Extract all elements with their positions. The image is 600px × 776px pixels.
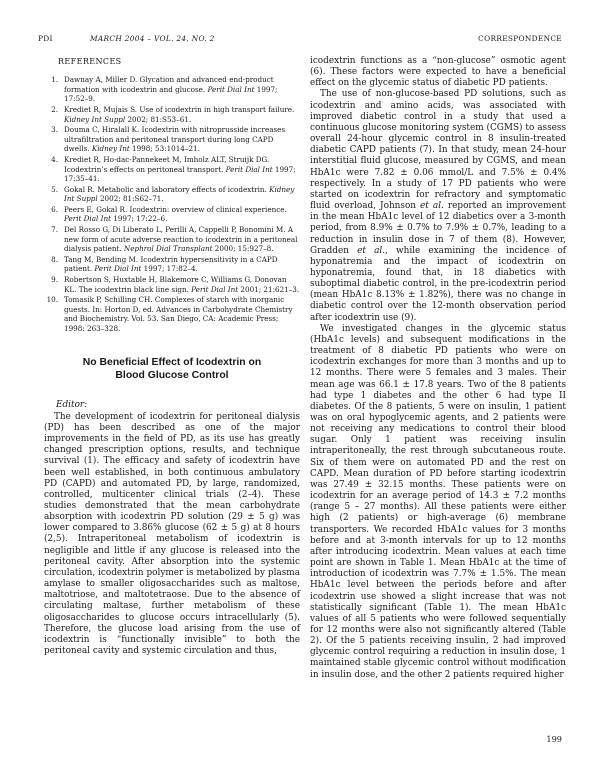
body-paragraph: The use of non-glucose-based PD solutions, such as icodextrin and amino acids, was associated with improved diabetic control in a study that used a continuous glucose monitoring system (CGMS) to assess overall 24-hour glycemic control in 8 insulin-treated diabetic CAPD patients (7). In that study, mean 24-hour interstitial fluid glucose, measured by CGMS, and mean HbA1c were 7.82 ± 0.06 mmol/L and 7.5% ± 0.4% respectively. In a study of 17 PD patients who were started on icodextrin for refractory and symptomatic fluid overload, Johnson et al. reported an improvement in the mean HbA1c level of 12 diabetics over a 3-month period, from 8.9% ± 0.7% to 7.9% ± 0.7%, leading to a reduction in insulin dose in 7 of them (8). However, Gradden et al., while examining the incidence of hyponatremia and the impact of icodextrin on hyponatremia, found that, in 18 diabetics with suboptimal diabetic control, in the pre-icodextrin period (mean HbA1c 8.13% ± 1.82%), there was no change in diabetic control over the 12-month observation period after icodextrin use (9).: [310, 89, 566, 323]
reference-item: 9. Robertson S, Huxtable H, Blakemore C, Williams G, Donovan KL. The icodextrin black line sign. Perit Dial Int 2001; 21:621–3.: [51, 275, 300, 294]
reference-item: 2. Krediet R, Mujais S. Use of icodextrin in high transport failure. Kidney Int Suppl 2002; 81:S53–61.: [51, 104, 295, 124]
right-column: [310, 56, 566, 681]
references-heading: REFERENCES: [58, 57, 122, 66]
reference-item: 8. Tang M, Bending M. Icodextrin hypersensitivity in a CAPD patient. Perit Dial Int 1997; 17:82–4.: [51, 254, 278, 274]
reference-item: 6. Peers E, Gokal R. Icodextrin: overview of clinical experience. Perit Dial Int 1997; 17:22–6.: [51, 204, 287, 224]
reference-item: 5. Gokal R. Metabolic and laboratory effects of icodextrin. Kidney Int Suppl 2002; 81:S62–71.: [51, 184, 295, 204]
body-paragraph: The development of icodextrin for peritoneal dialysis (PD) has been described as one of the major improvements in the field of PD, as its use has greatly changed prescription options, results, and technique survival (1). The efficacy and safety of icodextrin have been well established, in both continuous ambulatory PD (CAPD) and automated PD, by large, randomized, controlled, multicenter clinical trials (2–4). These studies demonstrated that the mean carbohydrate absorption with icodextrin PD solution (29 ± 5 g) was lower compared to 3.86% glucose (62 ± 5 g) at 8 hours (2,5). Intraperitoneal metabolism of icodextrin is negligible and little if any glucose is released into the peritoneal cavity. After absorption into the systemic circulation, icodextrin polymer is metabolized by plasma amylase to smaller oligosaccharides such as maltose, maltotriose, and maltotetraose. Due to the absence of circulating maltase, further metabolism of these oligosaccharides to glucose occurs intracellularly (5). Therefore, the glucose load arising from the use of icodextrin is “functionally invisible” to both the peritoneal cavity and systemic circulation and thus,: [44, 411, 300, 657]
running-header: [38, 34, 562, 46]
reference-item: 4. Krediet R, Ho-dac-Pannekeet M, Imholz ALT, Struijk DG. Icodextrin’s effects on peritoneal transport. Perit Dial Int 1997; 17:35–41.: [51, 154, 296, 184]
references-list: [44, 75, 300, 333]
salutation: Editor:: [56, 399, 88, 410]
page-number: 199: [546, 734, 562, 744]
body-paragraph: We investigated changes in the glycemic status (HbA1c levels) and subsequent modifications in the treatment of 8 diabetic PD patients who were on icodextrin exchanges for more than 3 months and up to 12 months. There were 5 females and 3 males. Their mean age was 66.1 ± 17.8 years. Two of the 8 patients had type 1 diabetes and the other 6 had type II diabetes. Of the 8 patients, 5 were on insulin, 1 patient was on oral hypoglycemic agents, and 2 patients were not receiving any medications to control their blood sugar. Only 1 patient was receiving insulin intraperitoneally, the rest through subcutaneous route. Six of them were on automated PD and the rest on CAPD. Mean duration of PD before starting icodextrin was 27.49 ± 32.15 months. These patients were on icodextrin for an average period of 14.3 ± 7.2 months (range 5 – 27 months). All these patients were either high (2 patients) or high-average (6) membrane transporters. We recorded HbA1c values for 3 months before and at 3-month intervals for up to 12 months after introducing icodextrin. Mean values at each time point are shown in Table 1. Mean HbA1c at the time of introduction of icodextrin was 7.7% ± 1.5%. The mean HbA1c level between the periods before and after icodextrin use showed a slight increase that was not statistically significant (Table 1). The mean HbA1c values of all 5 patients who were followed sequentially for 12 months were also not significantly altered (Table 2). Of the 5 patients receiving insulin, 2 had improved glycemic control requiring a reduction in insulin dose, 1 maintained stable glycemic control without modification in insulin dose, and the other 2 patients required higher: [310, 323, 566, 680]
body-paragraph: icodextrin functions as a “non-glucose” osmotic agent (6). These factors were expected to have a beneficial effect on the glycemic status of diabetic PD patients.: [310, 56, 566, 89]
reference-item: 10. Tomasik P, Schilling CH. Complexes of starch with inorganic guests. In: Horton D, ed. Advances in Carbohydrate Chemistry and Biochemistry. Vol. 53. San Diego, CA: Academic Press; 1998: 263–328.: [46, 295, 293, 333]
reference-item: 7. Del Rosso G, Di Liberato L, Perilli A, Cappelli P, Bonomini M. A new form of acute adverse reaction to icodextrin in a peritoneal dialysis patient. Nephrol Dial Transplant 2000; 15:927–8.: [51, 225, 298, 254]
reference-item: 1. Dawnay A, Miller D. Glycation and advanced end-product formation with icodextrin and glucose. Perit Dial Int 1997; 17:52–9.: [51, 75, 278, 104]
left-column: [44, 56, 300, 657]
issue-info: MARCH 2004 – VOL. 24, NO. 2: [90, 34, 215, 43]
journal-abbrev: PDI: [38, 34, 53, 43]
section-label: CORRESPONDENCE: [478, 34, 562, 43]
reference-item: 3. Douma C, Hiralall K. Icodextrin with nitroprusside increases ultrafiltration and peritoneal transport during long CAPD dwells. Kidney Int 1998; 53:1014–21.: [51, 125, 286, 154]
article-title: No Beneficial Effect of Icodextrin on Blood Glucose Control: [82, 356, 262, 381]
